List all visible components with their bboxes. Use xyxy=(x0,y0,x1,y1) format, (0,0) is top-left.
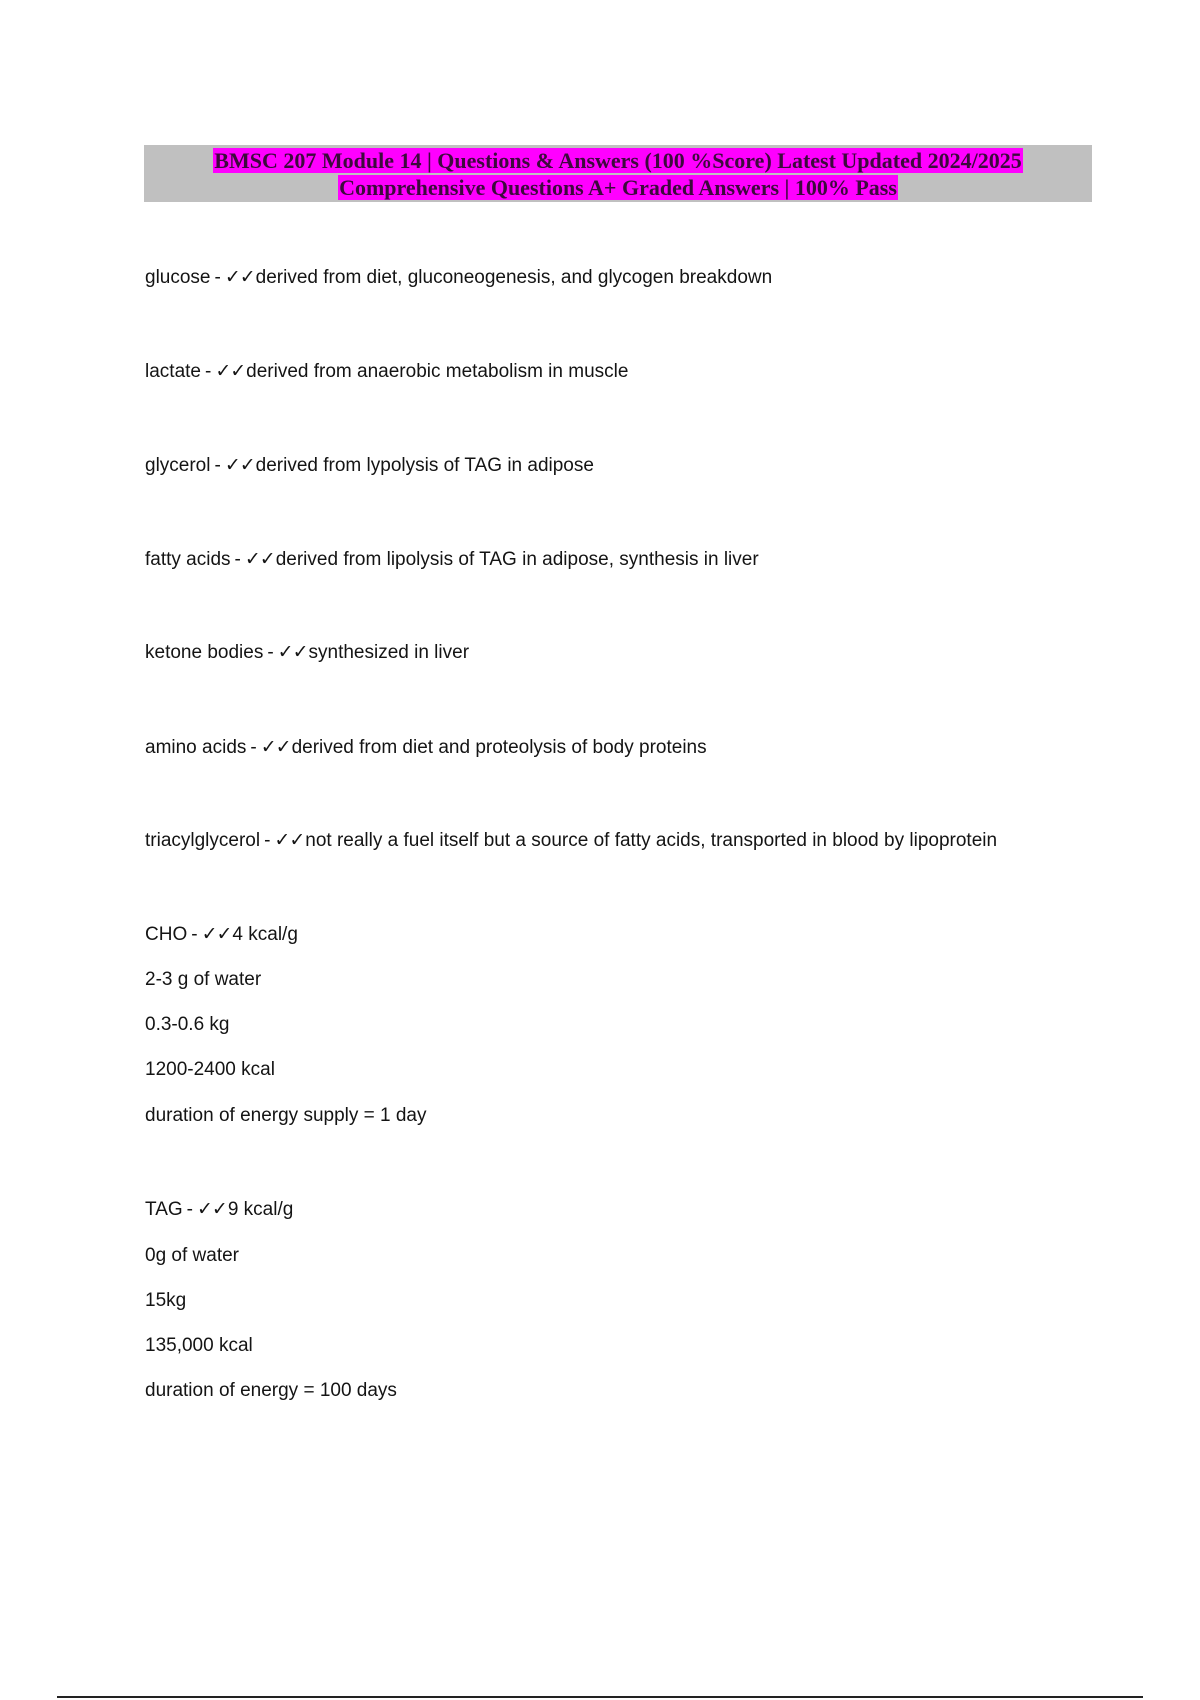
separator: - xyxy=(186,1199,193,1220)
qa-entry-ketone-bodies xyxy=(145,641,469,665)
double-check-icon: ✓✓ xyxy=(260,737,291,758)
double-check-icon: ✓✓ xyxy=(224,455,255,476)
double-check-icon: ✓✓ xyxy=(244,549,275,570)
term: fatty acids xyxy=(145,549,231,570)
term: amino acids xyxy=(145,737,247,758)
answer: synthesized in liver xyxy=(308,642,470,663)
term: lactate xyxy=(145,361,201,382)
term: TAG xyxy=(145,1199,183,1220)
qa-entry-tag-detail: duration of energy = 100 days xyxy=(145,1380,397,1401)
term: ketone bodies xyxy=(145,642,264,663)
qa-entry-cho-detail: 2-3 g of water xyxy=(145,969,262,990)
double-check-icon: ✓✓ xyxy=(215,361,246,382)
answer: 4 kcal/g xyxy=(232,924,298,945)
double-check-icon: ✓✓ xyxy=(224,267,255,288)
qa-entry-tag xyxy=(145,1198,293,1222)
qa-entry-cho-detail: 1200-2400 kcal xyxy=(145,1059,275,1080)
term: glucose xyxy=(145,267,211,288)
qa-entry-fatty-acids xyxy=(145,548,759,572)
qa-entry-tag-detail: 135,000 kcal xyxy=(145,1335,253,1356)
separator: - xyxy=(267,642,274,663)
qa-entry-triacylglycerol xyxy=(145,829,997,853)
double-check-icon: ✓✓ xyxy=(196,1199,227,1220)
qa-entry-cho-detail: 0.3-0.6 kg xyxy=(145,1014,230,1035)
separator: - xyxy=(214,267,221,288)
answer: derived from lipolysis of TAG in adipose, synthesis in liver xyxy=(275,549,759,570)
qa-entry-glycerol xyxy=(145,454,594,478)
answer: derived from lypolysis of TAG in adipose xyxy=(255,455,594,476)
answer: 9 kcal/g xyxy=(227,1199,294,1220)
qa-entry-tag-detail: 0g of water xyxy=(145,1245,239,1266)
qa-entry-tag-detail: 15kg xyxy=(145,1290,187,1311)
separator: - xyxy=(234,549,241,570)
qa-entry-cho-detail: duration of energy supply = 1 day xyxy=(145,1105,427,1126)
document-title-line-1: BMSC 207 Module 14 | Questions & Answers (100 %Score) Latest Updated 2024/2025 xyxy=(214,148,1022,173)
qa-entry-amino-acids xyxy=(145,736,707,760)
qa-entry-cho xyxy=(145,923,298,947)
page-footer-rule xyxy=(57,1696,1143,1698)
term: glycerol xyxy=(145,455,211,476)
separator: - xyxy=(214,455,221,476)
double-check-icon: ✓✓ xyxy=(274,830,305,851)
double-check-icon: ✓✓ xyxy=(201,924,232,945)
answer: not really a fuel itself but a source of fatty acids, transported in blood by lipoprotein xyxy=(305,830,998,851)
answer: derived from diet and proteolysis of body proteins xyxy=(291,737,707,758)
separator: - xyxy=(250,737,257,758)
qa-entry-glucose xyxy=(145,266,772,290)
separator: - xyxy=(204,361,212,382)
answer: derived from anaerobic metabolism in muscle xyxy=(246,361,629,382)
separator: - xyxy=(191,924,198,945)
answer: derived from diet, gluconeogenesis, and glycogen breakdown xyxy=(255,267,773,288)
document-title-banner xyxy=(144,145,1092,202)
term: CHO xyxy=(145,924,188,945)
term: triacylglycerol xyxy=(145,830,261,851)
double-check-icon: ✓✓ xyxy=(277,642,308,663)
document-title-line-2: Comprehensive Questions A+ Graded Answers | 100% Pass xyxy=(339,175,897,200)
qa-entry-lactate xyxy=(145,360,628,384)
separator: - xyxy=(264,830,271,851)
